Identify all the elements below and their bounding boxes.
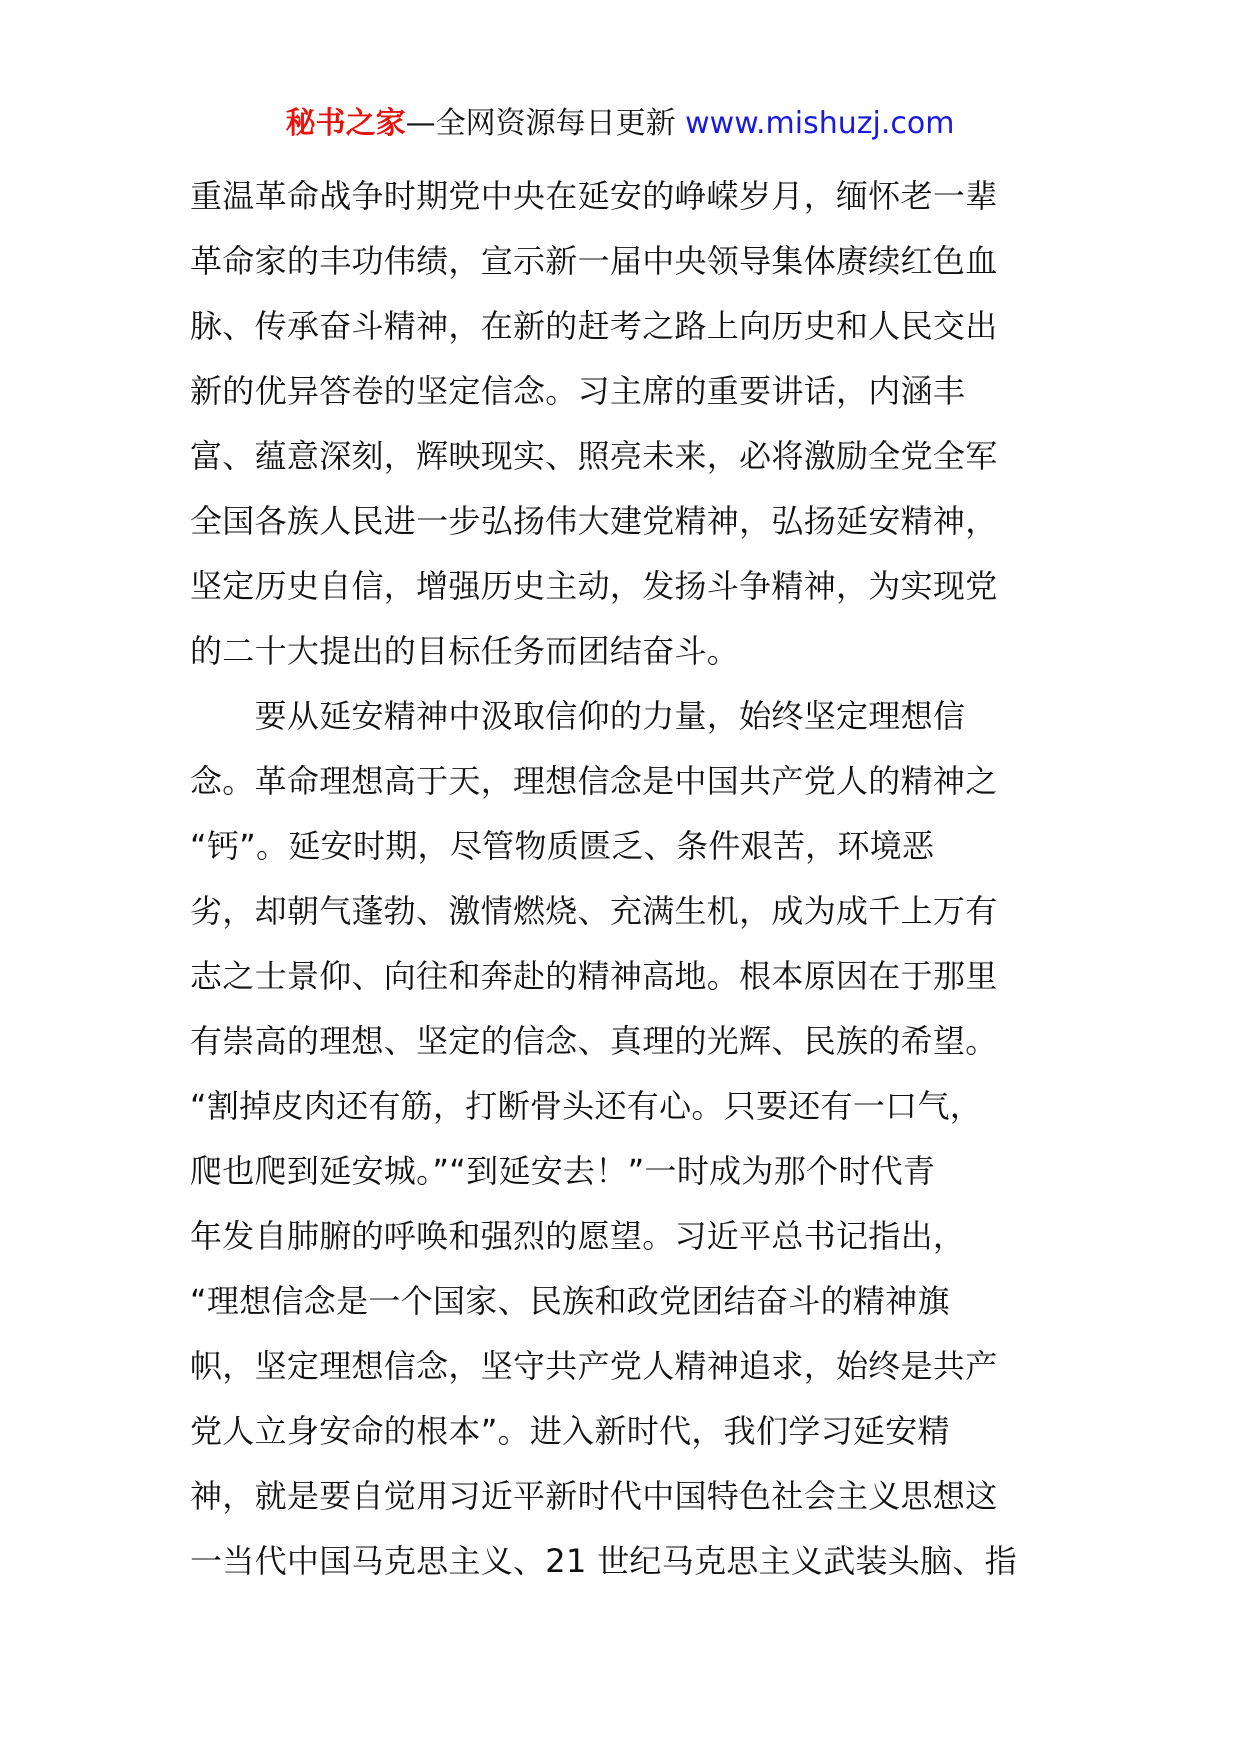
text-line: 脉、传承奋斗精神，在新的赶考之路上向历史和人民交出 [190,307,998,345]
site-url-link[interactable]: www.mishuzj.com [685,106,955,141]
text-line: 新的优异答卷的坚定信念。习主席的重要讲话，内涵丰 [190,372,966,410]
text-line: 全国各族人民进一步弘扬伟大建党精神，弘扬延安精神， [190,502,998,540]
text-line: 爬也爬到延安城。”“到延安去！”一时成为那个时代青 [190,1152,936,1190]
text-line: 的二十大提出的目标任务而团结奋斗。 [190,632,740,670]
text-line: “割掉皮肉还有筋，打断骨头还有心。只要还有一口气， [190,1087,983,1125]
text-line: 要从延安精神中汲取信仰的力量，始终坚定理想信 [190,697,966,735]
text-line: 一当代中国马克思主义、21 世纪马克思主义武装头脑、指 [190,1542,1017,1580]
text-line: 念。革命理想高于天，理想信念是中国共产党人的精神之 [190,762,998,800]
text-line: 富、蕴意深刻，辉映现实、照亮未来，必将激励全党全军 [190,437,998,475]
text-line: 志之士景仰、向往和奔赴的精神高地。根本原因在于那里 [190,957,998,995]
text-line: 劣，却朝气蓬勃、激情燃烧、充满生机，成为成千上万有 [190,892,998,930]
text-line: “理想信念是一个国家、民族和政党团结奋斗的精神旗 [190,1282,950,1320]
site-tagline: —全网资源每日更新 [405,106,676,141]
text-line: 帜，坚定理想信念，坚守共产党人精神追求，始终是共产 [190,1347,998,1385]
text-line: 党人立身安命的根本”。进入新时代，我们学习延安精 [190,1412,950,1450]
site-brand: 秘书之家 [285,106,406,141]
text-line: “钙”。延安时期，尽管物质匮乏、条件艰苦，环境恶 [190,827,935,865]
text-line: 革命家的丰功伟绩，宣示新一届中央领导集体赓续红色血 [190,242,998,280]
text-line: 神，就是要自觉用习近平新时代中国特色社会主义思想这 [190,1477,998,1515]
document-body [190,164,1060,1594]
text-line: 坚定历史自信，增强历史主动，发扬斗争精神，为实现党 [190,567,998,605]
text-line: 年发自肺腑的呼唤和强烈的愿望。习近平总书记指出， [190,1217,966,1255]
text-line: 有崇高的理想、坚定的信念、真理的光辉、民族的希望。 [190,1022,998,1060]
text-line: 重温革命战争时期党中央在延安的峥嵘岁月，缅怀老一辈 [190,177,998,215]
site-header [0,104,1240,144]
